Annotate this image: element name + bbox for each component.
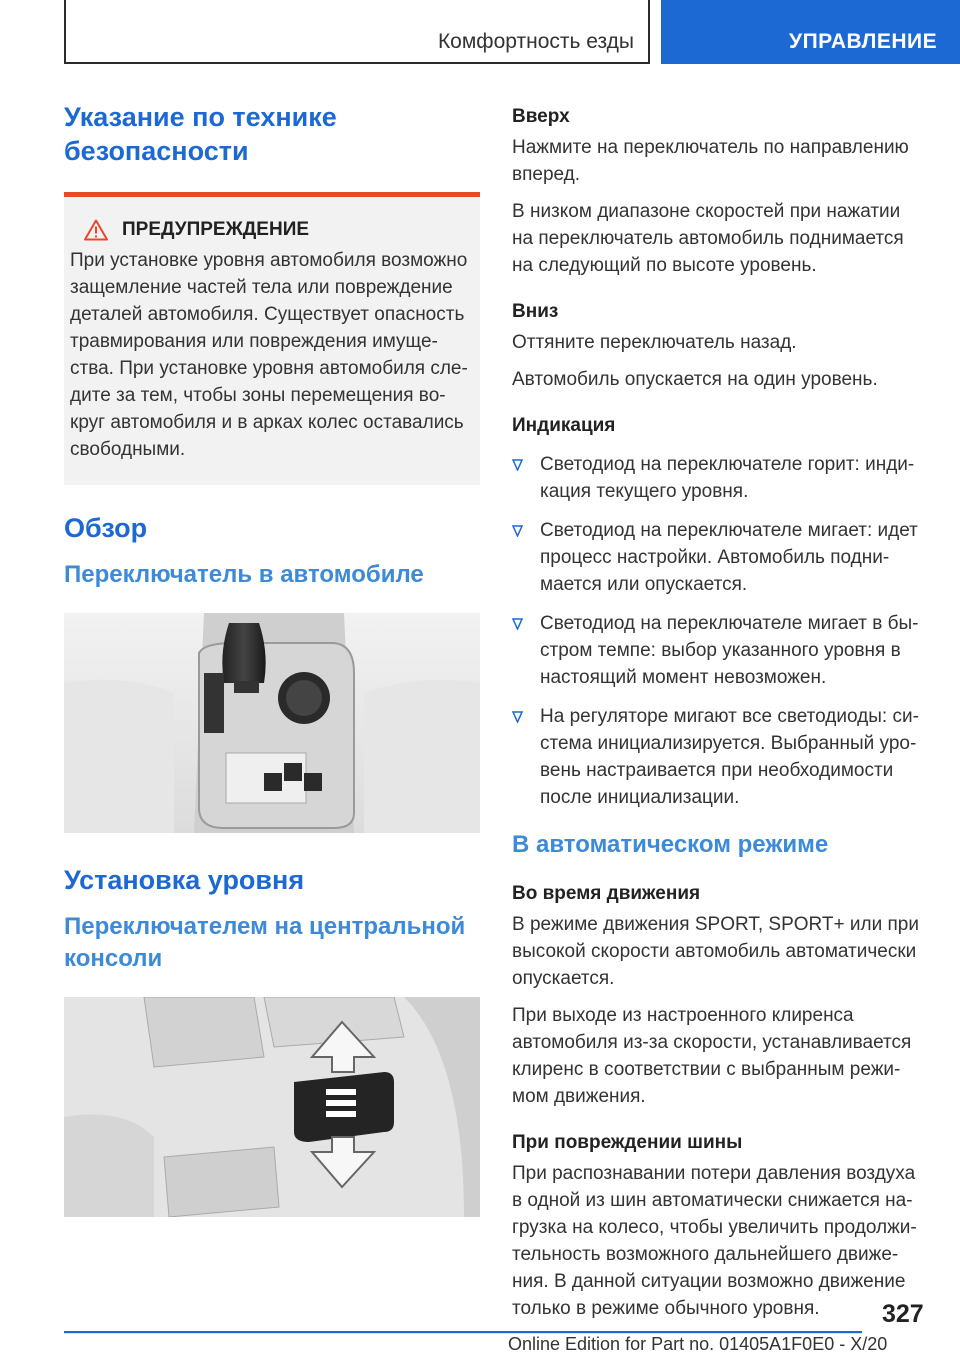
down-title: Вниз: [512, 301, 559, 322]
list-item: Светодиод на переключателе горит: инди- кация текущего уровня.: [512, 451, 926, 505]
driving-title: Во время движения: [512, 883, 701, 904]
center-console-photo: [64, 613, 480, 833]
up-paragraph-2: В низком диапазоне скоростей при нажатии на переключатель автомобиль поднимается на следующий по высоте уровень.: [512, 201, 904, 276]
right-column: [512, 104, 926, 1322]
switch-title: Переключатель в автомобиле: [64, 561, 424, 588]
triangle-bullet-icon: [512, 711, 523, 723]
down-paragraph-2: Автомобиль опускается на один уровень.: [512, 369, 878, 390]
down-paragraph-1: Оттяните переключатель назад.: [512, 332, 797, 353]
header-chapter-label: УПРАВЛЕНИЕ: [789, 30, 938, 53]
header-chapter-tab: [661, 0, 960, 64]
up-paragraph-1: Нажмите на переключатель по направлению вперед.: [512, 137, 909, 185]
triangle-bullet-icon: [512, 459, 523, 471]
warning-label: ПРЕДУПРЕЖДЕНИЕ: [122, 219, 310, 240]
list-item: Светодиод на переключателе мигает: идет процесс настройки. Автомобиль подни- мается или опускается.: [512, 517, 926, 598]
tire-damage-title: При повреждении шины: [512, 1132, 743, 1153]
warning-triangle-icon: [84, 219, 108, 241]
triangle-bullet-icon: [512, 618, 523, 630]
driving-paragraph-1: В режиме движения SPORT, SPORT+ или при высокой скорости автомобиль автоматически опускается.: [512, 914, 919, 989]
tire-damage-paragraph: При распознавании потери давления воздуха в одной из шин автоматически снижается на- грузка на колесо, чтобы увеличить продолжи- тельность возможного дальнейшего движе- ния. В данной ситуации возможно движение только в режиме обычного уровня.: [512, 1163, 917, 1319]
driving-paragraph-2: При выходе из настроенного клиренса автомобиля из-за скорости, устанавливается клиренс в соответствии с выбранным режи- мом движения.: [512, 1005, 912, 1107]
auto-mode-title: В автоматическом режиме: [512, 831, 829, 858]
up-title: Вверх: [512, 106, 570, 127]
header-section-label: Комфортность езды: [437, 30, 634, 53]
overview-title: Обзор: [64, 513, 148, 543]
header-section-tab: [64, 0, 650, 64]
console-switch-title: Переключателем на центральной консоли: [64, 913, 466, 972]
warning-text: При установке уровня автомобиля возможно защемление частей тела или повреждение деталей автомобиля. Существует опасность травмирования или повреждения имуще- ства. При установке уровня автомобиля сле- дите за тем, чтобы зоны перемещения во- круг автомобиля и в арках колес оставались свободными.: [70, 250, 468, 460]
setting-title: Установка уровня: [64, 865, 305, 895]
page-number: 327: [882, 1300, 924, 1328]
triangle-bullet-icon: [512, 525, 523, 537]
footer-edition: Online Edition for Part no. 01405A1F0E0 - X/20: [508, 1334, 888, 1354]
list-item: Светодиод на переключателе мигает в бы- стром темпе: выбор указанного уровня в настоящий момент невозможен.: [512, 610, 926, 691]
list-item: На регуляторе мигают все светодиоды: си- стема инициализируется. Выбранный уро- вень настраивается при необходимости после инициализации.: [512, 703, 926, 811]
level-switch-photo: [64, 997, 480, 1217]
warning-header: [84, 219, 472, 241]
left-column: [64, 100, 480, 1217]
safety-title: Указание по технике безопасности: [64, 102, 337, 166]
indication-title: Индикация: [512, 415, 616, 436]
warning-box: [64, 192, 480, 485]
